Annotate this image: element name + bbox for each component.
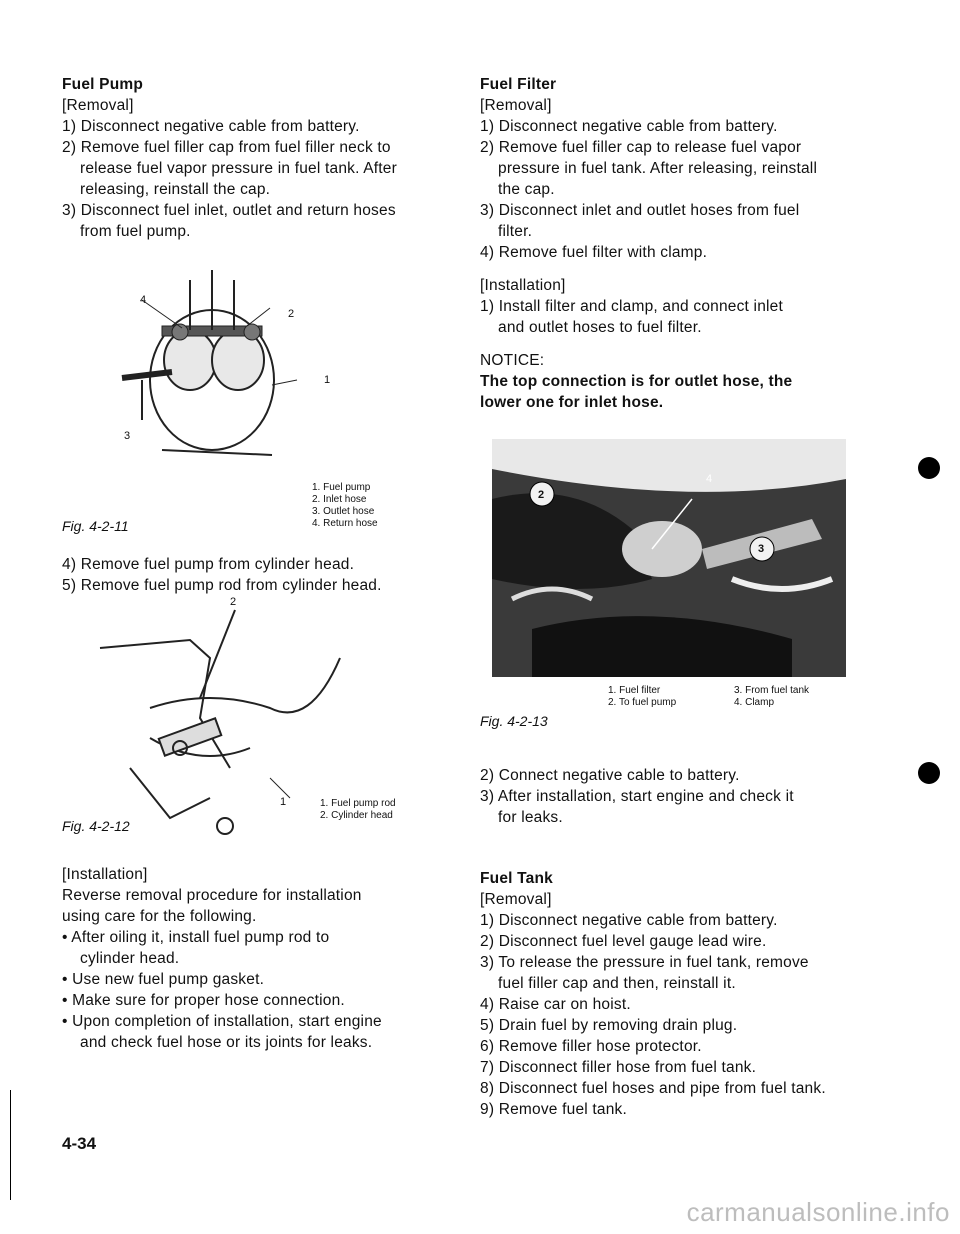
legend-item: 2. Cylinder head	[320, 810, 393, 821]
legend-item: 1. Fuel pump rod	[320, 798, 396, 809]
installation-intro: using care for the following.	[62, 908, 257, 925]
installation-intro: Reverse removal procedure for installation	[62, 887, 362, 904]
removal-heading: [Removal]	[480, 97, 552, 114]
step: 2) Remove fuel filler cap to release fuel vapor	[480, 139, 802, 156]
step: 1) Disconnect negative cable from battery.	[480, 912, 778, 929]
fig12-legend	[320, 798, 396, 822]
fuel-pump-title: Fuel Pump	[62, 76, 144, 93]
left-column	[62, 74, 434, 1053]
step-cont: and outlet hoses to fuel filter.	[498, 319, 702, 336]
step: 3) After installation, start engine and check it	[480, 788, 794, 805]
step: 6) Remove filler hose protector.	[480, 1038, 702, 1055]
legend-item: 2. Inlet hose	[312, 494, 367, 505]
step-cont: from fuel pump.	[80, 223, 191, 240]
legend-item: 4. Clamp	[734, 697, 775, 708]
step-cont: the cap.	[498, 181, 555, 198]
step: 2) Remove fuel filler cap from fuel filler neck to	[62, 139, 391, 156]
step: 3) Disconnect fuel inlet, outlet and return hoses	[62, 202, 396, 219]
bullet: • After oiling it, install fuel pump rod to	[62, 929, 330, 946]
fig11-label: Fig. 4-2-11	[62, 518, 129, 534]
fig11-legend	[312, 482, 378, 530]
step: 3) To release the pressure in fuel tank, remove	[480, 954, 809, 971]
figure-4-2-12	[62, 596, 434, 852]
fig13-legend-left	[608, 685, 676, 709]
step-cont: releasing, reinstall the cap.	[80, 181, 271, 198]
installation-heading: [Installation]	[480, 277, 566, 294]
legend-item: 2. To fuel pump	[608, 697, 677, 708]
page-number: 4-34	[62, 1134, 97, 1153]
legend-item: 1. Fuel filter	[608, 685, 661, 696]
step-cont: pressure in fuel tank. After releasing, reinstall	[498, 160, 818, 177]
step: 9) Remove fuel tank.	[480, 1101, 628, 1118]
notice-text: The top connection is for outlet hose, the	[480, 373, 793, 390]
figure-4-2-11	[62, 242, 434, 542]
bullet-cont: cylinder head.	[80, 950, 180, 967]
bullet: • Upon completion of installation, start engine	[62, 1013, 382, 1030]
fig13-legend-right	[734, 685, 809, 709]
notice-text: lower one for inlet hose.	[480, 394, 664, 411]
bullet-cont: and check fuel hose or its joints for leaks.	[80, 1034, 373, 1051]
callout-4: 4	[140, 294, 147, 306]
step: 1) Disconnect negative cable from battery.	[62, 118, 360, 135]
step-cont: filter.	[498, 223, 533, 240]
step: 4) Remove fuel pump from cylinder head.	[62, 556, 355, 573]
step: 5) Remove fuel pump rod from cylinder head.	[62, 577, 382, 594]
margin-dot	[918, 457, 940, 479]
callout-4: 4	[706, 473, 713, 485]
step: 4) Raise car on hoist.	[480, 996, 631, 1013]
step-cont: fuel filler cap and then, reinstall it.	[498, 975, 736, 992]
callout-1: 1	[280, 796, 287, 808]
legend-item: 3. From fuel tank	[734, 685, 810, 696]
installation-heading: [Installation]	[62, 866, 148, 883]
legend-item: 3. Outlet hose	[312, 506, 375, 517]
removal-heading: [Removal]	[62, 97, 134, 114]
step: 3) Disconnect inlet and outlet hoses from fuel	[480, 202, 800, 219]
notice-label: NOTICE:	[480, 352, 545, 369]
fuel-pump-illustration	[102, 260, 322, 480]
bullet: • Make sure for proper hose connection.	[62, 992, 345, 1009]
fuel-filter-photo	[492, 439, 846, 677]
step-cont: release fuel vapor pressure in fuel tank. After	[80, 160, 397, 177]
step: 4) Remove fuel filter with clamp.	[480, 244, 708, 261]
fig12-label: Fig. 4-2-12	[62, 818, 130, 834]
margin-line	[10, 1090, 11, 1200]
step: 1) Install filter and clamp, and connect inlet	[480, 298, 783, 315]
right-column	[480, 74, 852, 1120]
callout-2: 2	[288, 308, 295, 320]
watermark: carmanualsonline.info	[686, 1197, 950, 1227]
step: 2) Disconnect fuel level gauge lead wire.	[480, 933, 767, 950]
step: 5) Drain fuel by removing drain plug.	[480, 1017, 738, 1034]
figure-4-2-13	[480, 413, 852, 753]
step-cont: for leaks.	[498, 809, 563, 826]
callout-3: 3	[124, 430, 131, 442]
legend-item: 1. Fuel pump	[312, 482, 371, 493]
step: 7) Disconnect filler hose from fuel tank.	[480, 1059, 757, 1076]
step: 2) Connect negative cable to battery.	[480, 767, 740, 784]
margin-dot	[918, 762, 940, 784]
bullet: • Use new fuel pump gasket.	[62, 971, 265, 988]
fig13-label: Fig. 4-2-13	[480, 713, 548, 729]
legend-item: 4. Return hose	[312, 518, 378, 529]
callout-3: 3	[758, 543, 765, 555]
step: 8) Disconnect fuel hoses and pipe from fuel tank.	[480, 1080, 826, 1097]
callout-2: 2	[230, 596, 237, 608]
callout-1: 1	[324, 374, 331, 386]
callout-2: 2	[538, 489, 545, 501]
fuel-tank-title: Fuel Tank	[480, 870, 553, 887]
removal-heading: [Removal]	[480, 891, 552, 908]
fuel-filter-title: Fuel Filter	[480, 76, 557, 93]
step: 1) Disconnect negative cable from battery.	[480, 118, 778, 135]
